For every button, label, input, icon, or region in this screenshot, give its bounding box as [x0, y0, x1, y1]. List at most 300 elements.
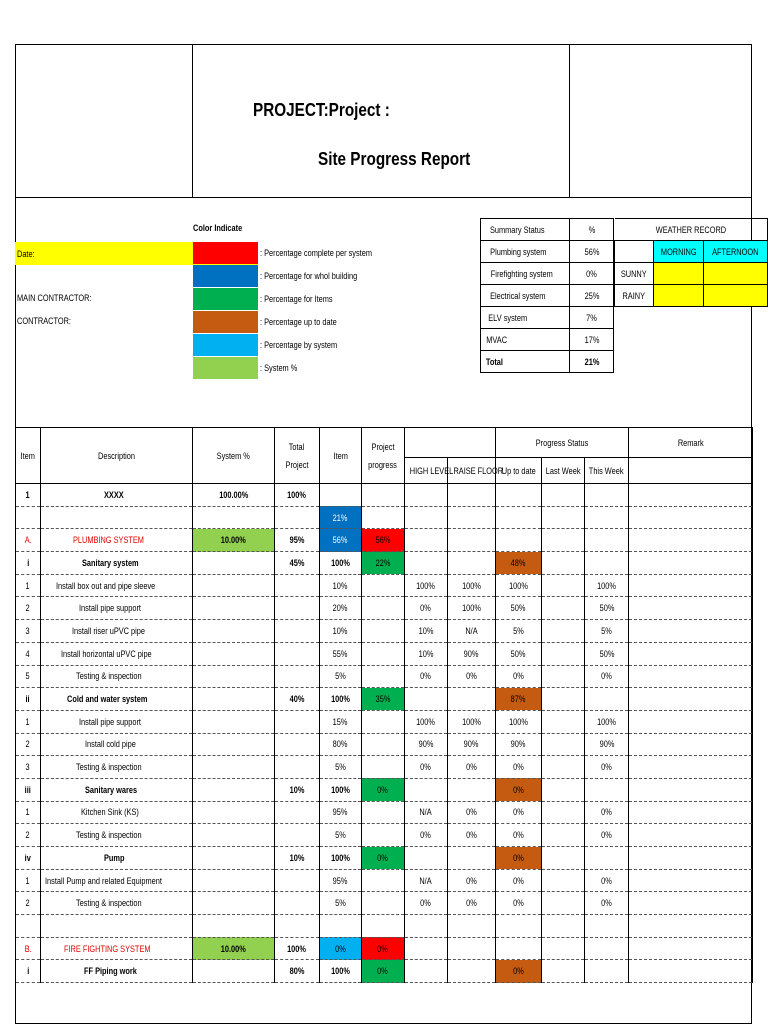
row-project-progress-cell[interactable]: [362, 688, 405, 711]
row-system-pct-cell[interactable]: [193, 574, 275, 597]
row-item-cell[interactable]: [16, 506, 41, 529]
row-this-week-cell[interactable]: [585, 937, 629, 960]
row-last-week-cell[interactable]: [542, 710, 585, 733]
row-item-cell[interactable]: [16, 733, 41, 756]
row-total-project-cell[interactable]: [275, 484, 320, 507]
row-raise-floor-cell[interactable]: [448, 552, 496, 575]
row-item-pct-cell[interactable]: [320, 801, 362, 824]
row-up-to-date-cell[interactable]: [496, 733, 542, 756]
row-high-level-cell[interactable]: [405, 529, 448, 552]
row-high-level-cell[interactable]: [405, 642, 448, 665]
row-high-level-cell[interactable]: [405, 937, 448, 960]
row-description-cell[interactable]: [41, 915, 193, 938]
row-item-cell[interactable]: [16, 869, 41, 892]
table-row: [16, 574, 753, 597]
row-up-to-date-cell[interactable]: [496, 574, 542, 597]
row-this-week-cell[interactable]: [585, 665, 629, 688]
row-total-project-cell[interactable]: [275, 756, 320, 779]
row-description-cell[interactable]: [41, 756, 193, 779]
row-up-to-date-cell[interactable]: [496, 801, 542, 824]
row-system-pct-cell[interactable]: [193, 552, 275, 575]
row-item-pct-cell[interactable]: [320, 710, 362, 733]
row-item-cell[interactable]: [16, 552, 41, 575]
row-last-week-cell[interactable]: [542, 529, 585, 552]
row-description-cell[interactable]: [41, 484, 193, 507]
row-item-pct-cell[interactable]: [320, 960, 362, 983]
row-system-pct-cell[interactable]: [193, 869, 275, 892]
row-description-cell[interactable]: [41, 801, 193, 824]
row-remark-cell[interactable]: [629, 960, 753, 983]
row-system-pct-cell[interactable]: [193, 529, 275, 552]
sunny-afternoon-cell[interactable]: [704, 263, 768, 285]
row-high-level-cell[interactable]: [405, 484, 448, 507]
row-item-pct-cell[interactable]: [320, 620, 362, 643]
row-system-pct-cell[interactable]: [193, 733, 275, 756]
row-item-pct: 21%: [333, 512, 348, 523]
row-description-cell[interactable]: [41, 733, 193, 756]
row-last-week-cell[interactable]: [542, 665, 585, 688]
row-item-cell[interactable]: [16, 597, 41, 620]
row-last-week-cell[interactable]: [542, 620, 585, 643]
row-raise-floor-cell[interactable]: [448, 733, 496, 756]
row-item-cell[interactable]: [16, 937, 41, 960]
row-description-cell[interactable]: [41, 869, 193, 892]
row-project-progress-cell[interactable]: [362, 847, 405, 870]
row-total-project-cell[interactable]: [275, 620, 320, 643]
row-raise-floor-cell[interactable]: [448, 824, 496, 847]
row-last-week-cell[interactable]: [542, 847, 585, 870]
row-this-week-cell[interactable]: [585, 915, 629, 938]
row-last-week-cell[interactable]: [542, 552, 585, 575]
row-last-week-cell[interactable]: [542, 506, 585, 529]
row-item-pct: 0%: [335, 943, 346, 954]
row-description-cell[interactable]: [41, 824, 193, 847]
row-project-progress-cell[interactable]: [362, 801, 405, 824]
row-project-progress-cell[interactable]: [362, 620, 405, 643]
row-item-cell[interactable]: [16, 529, 41, 552]
row-item-cell[interactable]: [16, 710, 41, 733]
row-remark-cell[interactable]: [629, 869, 753, 892]
row-this-week-cell[interactable]: [585, 801, 629, 824]
row-last-week-cell[interactable]: [542, 778, 585, 801]
row-project-progress: 0%: [377, 943, 389, 954]
row-this-week-cell[interactable]: [585, 574, 629, 597]
row-up-to-date-cell[interactable]: [496, 960, 542, 983]
row-item: A.: [24, 535, 32, 546]
row-high-level-cell[interactable]: [405, 688, 448, 711]
row-item-cell[interactable]: [16, 960, 41, 983]
row-high-level-cell[interactable]: [405, 778, 448, 801]
row-up-to-date: 0%: [513, 852, 524, 863]
row-last-week-cell[interactable]: [542, 733, 585, 756]
row-remark-cell[interactable]: [629, 597, 753, 620]
row-system-pct-cell[interactable]: [193, 665, 275, 688]
row-last-week-cell[interactable]: [542, 642, 585, 665]
row-raise-floor-cell[interactable]: [448, 484, 496, 507]
row-description-cell[interactable]: [41, 506, 193, 529]
row-this-week-cell[interactable]: [585, 756, 629, 779]
row-remark-cell[interactable]: [629, 892, 753, 915]
row-total-project-cell[interactable]: [275, 552, 320, 575]
row-project-progress-cell[interactable]: [362, 892, 405, 915]
row-this-week-cell[interactable]: [585, 688, 629, 711]
row-last-week-cell[interactable]: [542, 756, 585, 779]
row-last-week-cell[interactable]: [542, 484, 585, 507]
row-this-week-cell[interactable]: [585, 733, 629, 756]
row-high-level-cell[interactable]: [405, 620, 448, 643]
row-remark-cell[interactable]: [629, 733, 753, 756]
row-last-week-cell[interactable]: [542, 892, 585, 915]
row-project-progress-cell[interactable]: [362, 937, 405, 960]
row-this-week-cell[interactable]: [585, 506, 629, 529]
header-divider-right: [569, 44, 570, 197]
row-item-cell[interactable]: [16, 801, 41, 824]
row-total-project-cell[interactable]: [275, 801, 320, 824]
rainy-morning-cell[interactable]: [653, 285, 704, 307]
row-project-progress-cell[interactable]: [362, 506, 405, 529]
row-remark-cell[interactable]: [629, 778, 753, 801]
row-this-week-cell[interactable]: [585, 642, 629, 665]
row-last-week-cell[interactable]: [542, 869, 585, 892]
row-total-project-cell[interactable]: [275, 642, 320, 665]
row-description-cell[interactable]: [41, 574, 193, 597]
row-high-level: 0%: [420, 830, 432, 841]
row-system-pct-cell[interactable]: [193, 756, 275, 779]
row-high-level-cell[interactable]: [405, 960, 448, 983]
row-system-pct-cell[interactable]: [193, 892, 275, 915]
row-item-cell[interactable]: [16, 915, 41, 938]
row-item-pct-cell[interactable]: [320, 484, 362, 507]
row-description-cell[interactable]: [41, 552, 193, 575]
row-system-pct-cell[interactable]: [193, 937, 275, 960]
row-remark-cell[interactable]: [629, 665, 753, 688]
row-high-level-cell[interactable]: [405, 801, 448, 824]
row-system-pct-cell[interactable]: [193, 960, 275, 983]
row-item-pct-cell[interactable]: [320, 892, 362, 915]
row-system-pct-cell[interactable]: [193, 801, 275, 824]
row-last-week-cell[interactable]: [542, 937, 585, 960]
row-remark-cell[interactable]: [629, 937, 753, 960]
row-raise-floor-cell[interactable]: [448, 869, 496, 892]
row-high-level-cell[interactable]: [405, 892, 448, 915]
row-high-level-cell[interactable]: [405, 597, 448, 620]
row-item-cell[interactable]: [16, 620, 41, 643]
row-remark-cell[interactable]: [629, 756, 753, 779]
row-item-pct-cell[interactable]: [320, 642, 362, 665]
row-project-progress-cell[interactable]: [362, 778, 405, 801]
col-raise-floor: RAISE FLOOR: [453, 465, 504, 476]
row-raise-floor-cell[interactable]: [448, 688, 496, 711]
row-project-progress-cell[interactable]: [362, 552, 405, 575]
row-raise-floor-cell[interactable]: [448, 620, 496, 643]
row-item-pct-cell[interactable]: [320, 824, 362, 847]
row-up-to-date-cell[interactable]: [496, 597, 542, 620]
row-system-pct-cell[interactable]: [193, 778, 275, 801]
row-project-progress-cell[interactable]: [362, 733, 405, 756]
row-high-level-cell[interactable]: [405, 847, 448, 870]
row-high-level-cell[interactable]: [405, 665, 448, 688]
row-total-project-cell[interactable]: [275, 847, 320, 870]
row-up-to-date-cell[interactable]: [496, 778, 542, 801]
row-remark-cell[interactable]: [629, 915, 753, 938]
row-item-cell[interactable]: [16, 484, 41, 507]
row-description-cell[interactable]: [41, 688, 193, 711]
row-item-pct-cell[interactable]: [320, 869, 362, 892]
row-up-to-date-cell[interactable]: [496, 847, 542, 870]
row-high-level: 0%: [420, 671, 432, 682]
row-remark-cell[interactable]: [629, 484, 753, 507]
row-up-to-date-cell[interactable]: [496, 937, 542, 960]
row-project-progress-cell[interactable]: [362, 484, 405, 507]
row-up-to-date: 0%: [513, 898, 524, 909]
row-item-pct-cell[interactable]: [320, 756, 362, 779]
row-total-project-cell[interactable]: [275, 869, 320, 892]
row-up-to-date-cell[interactable]: [496, 756, 542, 779]
row-raise-floor-cell[interactable]: [448, 597, 496, 620]
row-raise-floor-cell[interactable]: [448, 937, 496, 960]
row-last-week-cell[interactable]: [542, 801, 585, 824]
row-item-pct-cell[interactable]: [320, 688, 362, 711]
sunny-morning-cell[interactable]: [653, 263, 704, 285]
row-project-progress-cell[interactable]: [362, 529, 405, 552]
row-description: Install pipe support: [78, 716, 141, 727]
row-project-progress-cell[interactable]: [362, 869, 405, 892]
row-up-to-date-cell[interactable]: [496, 824, 542, 847]
row-high-level-cell[interactable]: [405, 574, 448, 597]
row-up-to-date-cell[interactable]: [496, 869, 542, 892]
row-item-pct-cell[interactable]: [320, 733, 362, 756]
row-description: Testing & inspection: [76, 898, 143, 909]
row-this-week-cell[interactable]: [585, 710, 629, 733]
row-item-pct-cell[interactable]: [320, 574, 362, 597]
weather-record-table: [614, 218, 768, 307]
row-system-pct-cell[interactable]: [193, 847, 275, 870]
row-total-project-cell[interactable]: [275, 937, 320, 960]
row-up-to-date-cell[interactable]: [496, 552, 542, 575]
row-description-cell[interactable]: [41, 529, 193, 552]
row-item-cell[interactable]: [16, 642, 41, 665]
row-up-to-date-cell[interactable]: [496, 506, 542, 529]
row-last-week-cell[interactable]: [542, 597, 585, 620]
row-raise-floor-cell[interactable]: [448, 847, 496, 870]
row-up-to-date-cell[interactable]: [496, 915, 542, 938]
row-item-pct-cell[interactable]: [320, 937, 362, 960]
row-up-to-date-cell[interactable]: [496, 892, 542, 915]
row-system-pct-cell[interactable]: [193, 620, 275, 643]
row-remark-cell[interactable]: [629, 824, 753, 847]
row-item-cell[interactable]: [16, 892, 41, 915]
row-description-cell[interactable]: [41, 642, 193, 665]
row-item-pct-cell[interactable]: [320, 915, 362, 938]
row-item-pct-cell[interactable]: [320, 552, 362, 575]
row-high-level-cell[interactable]: [405, 710, 448, 733]
row-total-project-cell[interactable]: [275, 574, 320, 597]
row-project-progress-cell[interactable]: [362, 574, 405, 597]
row-total-project-cell[interactable]: [275, 506, 320, 529]
row-project-progress-cell[interactable]: [362, 824, 405, 847]
row-system-pct-cell[interactable]: [193, 710, 275, 733]
row-last-week-cell[interactable]: [542, 574, 585, 597]
row-system-pct-cell[interactable]: [193, 597, 275, 620]
col-high-level: HIGH LEVEL: [409, 465, 454, 476]
row-high-level-cell[interactable]: [405, 869, 448, 892]
row-item-cell[interactable]: [16, 756, 41, 779]
row-project-progress-cell[interactable]: [362, 597, 405, 620]
row-this-week-cell[interactable]: [585, 824, 629, 847]
row-raise-floor-cell[interactable]: [448, 756, 496, 779]
row-last-week-cell[interactable]: [542, 960, 585, 983]
row-system-pct-cell[interactable]: [193, 915, 275, 938]
row-total-project-cell[interactable]: [275, 688, 320, 711]
row-description-cell[interactable]: [41, 665, 193, 688]
row-raise-floor: 100%: [462, 716, 481, 727]
row-this-week-cell[interactable]: [585, 597, 629, 620]
row-description: FIRE FIGHTING SYSTEM: [63, 943, 151, 954]
row-this-week-cell[interactable]: [585, 892, 629, 915]
row-remark-cell[interactable]: [629, 506, 753, 529]
row-this-week-cell[interactable]: [585, 484, 629, 507]
row-up-to-date-cell[interactable]: [496, 484, 542, 507]
row-up-to-date-cell[interactable]: [496, 665, 542, 688]
row-description-cell[interactable]: [41, 620, 193, 643]
row-this-week-cell[interactable]: [585, 869, 629, 892]
row-high-level: N/A: [419, 807, 433, 818]
row-raise-floor-cell[interactable]: [448, 801, 496, 824]
row-total-project-cell[interactable]: [275, 597, 320, 620]
row-description-cell[interactable]: [41, 710, 193, 733]
row-project-progress-cell[interactable]: [362, 915, 405, 938]
row-raise-floor-cell[interactable]: [448, 642, 496, 665]
row-raise-floor: N/A: [465, 625, 478, 636]
row-remark-cell[interactable]: [629, 552, 753, 575]
row-remark-cell[interactable]: [629, 529, 753, 552]
row-up-to-date-cell[interactable]: [496, 620, 542, 643]
row-up-to-date-cell[interactable]: [496, 710, 542, 733]
row-item-pct: 100%: [331, 784, 350, 795]
row-project-progress-cell[interactable]: [362, 756, 405, 779]
col-total-project-2: Project: [285, 459, 309, 470]
row-item-cell[interactable]: [16, 665, 41, 688]
row-this-week-cell[interactable]: [585, 552, 629, 575]
row-description-cell[interactable]: [41, 778, 193, 801]
row-high-level-cell[interactable]: [405, 824, 448, 847]
row-remark-cell[interactable]: [629, 688, 753, 711]
row-total-project-cell[interactable]: [275, 778, 320, 801]
row-total-project-cell[interactable]: [275, 892, 320, 915]
row-item: ii: [25, 694, 31, 705]
row-high-level-cell[interactable]: [405, 915, 448, 938]
row-raise-floor-cell[interactable]: [448, 915, 496, 938]
row-remark-cell[interactable]: [629, 620, 753, 643]
row-system-pct-cell[interactable]: [193, 688, 275, 711]
row-item-cell[interactable]: [16, 824, 41, 847]
row-up-to-date-cell[interactable]: [496, 642, 542, 665]
row-remark-cell[interactable]: [629, 847, 753, 870]
row-raise-floor-cell[interactable]: [448, 710, 496, 733]
row-project-progress-cell[interactable]: [362, 642, 405, 665]
row-item: 1: [25, 580, 31, 591]
row-remark-cell[interactable]: [629, 710, 753, 733]
row-up-to-date-cell[interactable]: [496, 529, 542, 552]
row-description-cell[interactable]: [41, 847, 193, 870]
row-high-level-cell[interactable]: [405, 733, 448, 756]
row-total-project-cell[interactable]: [275, 529, 320, 552]
row-high-level-cell[interactable]: [405, 756, 448, 779]
row-raise-floor-cell[interactable]: [448, 574, 496, 597]
row-this-week-cell[interactable]: [585, 529, 629, 552]
row-this-week-cell[interactable]: [585, 778, 629, 801]
row-last-week-cell[interactable]: [542, 915, 585, 938]
row-item-pct-cell[interactable]: [320, 506, 362, 529]
row-system-pct-cell[interactable]: [193, 824, 275, 847]
row-high-level-cell[interactable]: [405, 552, 448, 575]
row-total-project: 80%: [289, 966, 305, 977]
row-raise-floor-cell[interactable]: [448, 506, 496, 529]
summary-status-table: [480, 218, 614, 373]
row-system-pct-cell[interactable]: [193, 642, 275, 665]
row-description-cell[interactable]: [41, 892, 193, 915]
row-item-cell[interactable]: [16, 778, 41, 801]
row-total-project-cell[interactable]: [275, 915, 320, 938]
row-total-project-cell[interactable]: [275, 824, 320, 847]
row-up-to-date-cell[interactable]: [496, 688, 542, 711]
row-project-progress-cell[interactable]: [362, 665, 405, 688]
row-total-project-cell[interactable]: [275, 710, 320, 733]
row-item-cell[interactable]: [16, 688, 41, 711]
row-raise-floor-cell[interactable]: [448, 892, 496, 915]
row-description: PLUMBING SYSTEM: [73, 535, 145, 546]
row-item-cell[interactable]: [16, 847, 41, 870]
row-raise-floor-cell[interactable]: [448, 778, 496, 801]
row-project-progress-cell[interactable]: [362, 710, 405, 733]
row-this-week-cell[interactable]: [585, 620, 629, 643]
row-item-pct-cell[interactable]: [320, 847, 362, 870]
row-item-pct: 5%: [335, 830, 346, 841]
row-item-pct-cell[interactable]: [320, 778, 362, 801]
row-description-cell[interactable]: [41, 937, 193, 960]
row-total-project-cell[interactable]: [275, 665, 320, 688]
row-item-pct-cell[interactable]: [320, 597, 362, 620]
row-project-progress: 0%: [377, 966, 389, 977]
row-total-project-cell[interactable]: [275, 960, 320, 983]
row-high-level-cell[interactable]: [405, 506, 448, 529]
row-system-pct-cell[interactable]: [193, 506, 275, 529]
row-description: FF Piping work: [84, 966, 138, 977]
row-remark-cell[interactable]: [629, 574, 753, 597]
row-raise-floor-cell[interactable]: [448, 960, 496, 983]
rainy-afternoon-cell[interactable]: [704, 285, 768, 307]
row-item-pct-cell[interactable]: [320, 529, 362, 552]
row-description-cell[interactable]: [41, 597, 193, 620]
row-project-progress-cell[interactable]: [362, 960, 405, 983]
row-raise-floor-cell[interactable]: [448, 529, 496, 552]
row-remark-cell[interactable]: [629, 642, 753, 665]
row-item-pct-cell[interactable]: [320, 665, 362, 688]
main-contractor-label: MAIN CONTRACTOR:: [17, 293, 92, 303]
row-total-project-cell[interactable]: [275, 733, 320, 756]
row-system-pct-cell[interactable]: [193, 484, 275, 507]
row-this-week-cell[interactable]: [585, 847, 629, 870]
row-item-cell[interactable]: [16, 574, 41, 597]
table-row: [16, 597, 753, 620]
row-remark-cell[interactable]: [629, 801, 753, 824]
row-description-cell[interactable]: [41, 960, 193, 983]
row-this-week-cell[interactable]: [585, 960, 629, 983]
row-last-week-cell[interactable]: [542, 824, 585, 847]
row-raise-floor-cell[interactable]: [448, 665, 496, 688]
row-last-week-cell[interactable]: [542, 688, 585, 711]
summary-system-name: MVAC: [486, 334, 508, 345]
